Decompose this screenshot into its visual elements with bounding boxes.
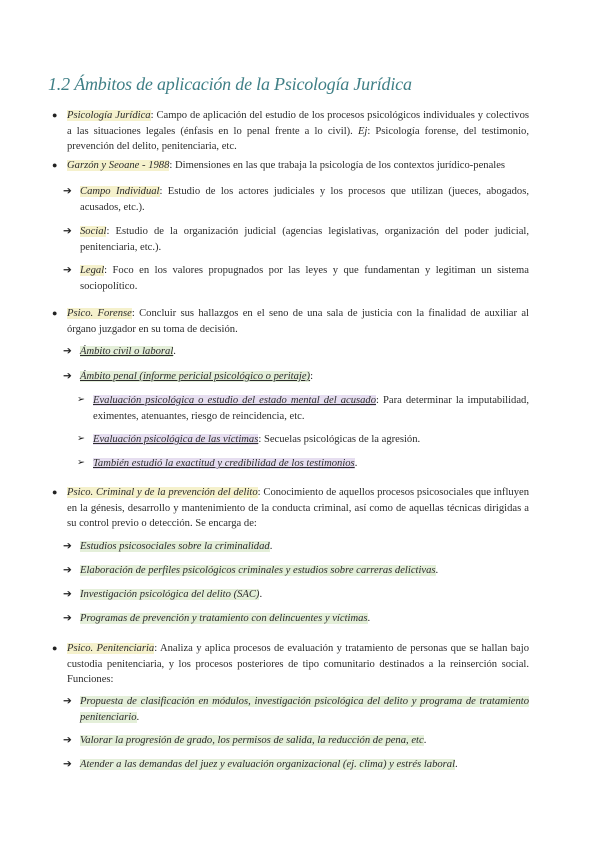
triangle-arrow-icon: ➢ — [77, 395, 85, 405]
arrow-right-icon: ➔ — [63, 589, 72, 600]
subsub-item-testimonios: ➢ También estudió la exactitud y credibilidad de los testimonios. — [93, 456, 529, 472]
bullet-icon: ● — [52, 308, 58, 318]
sub-item-legal: ➔ Legal: Foco en los valores propugnados por las leyes y que fundamentan y legitiman un sistema sociopolítico. — [63, 265, 529, 292]
subsub-item-evaluacion-victimas: ➢ Evaluación psicológica de las víctimas: Secuelas psicológicas de la agresión. — [93, 432, 529, 448]
bullet-psico-penitenciaria: ● Psico. Penitenciaria: Analiza y aplica procesos de evaluación y tratamiento de personas que se hallan bajo custodia penitenciaria, y los procesos posteriores de tipo comunitario destinados a la reinserción social. Funciones: — [52, 643, 529, 686]
arrow-right-icon: ➔ — [63, 735, 72, 746]
bullet-icon: ● — [52, 643, 58, 653]
bullet-icon: ● — [52, 110, 58, 120]
sub-item-ambito-civil: ➔ Ámbito civil o laboral. — [80, 344, 529, 360]
arrow-right-icon: ➔ — [63, 541, 72, 552]
arrow-right-icon: ➔ — [63, 371, 72, 382]
arrow-right-icon: ➔ — [63, 186, 72, 197]
bullet-garzon-seoane: ● Garzón y Seoane - 1988: Dimensiones en las que trabaja la psicología de los contextos jurídico-penales — [67, 158, 529, 174]
bullet-psicologia-juridica: ● Psicología Jurídica: Campo de aplicación del estudio de los procesos psicológicos individuales y colectivos a las situaciones legales (énfasis en lo penal frente a lo civil). Ej: Psicología forense, del testimonio, prevención del delito, penitenciaria, etc. — [52, 110, 530, 153]
bullet-psico-criminal: ● Psico. Criminal y de la prevención del delito: Conocimiento de aquellos procesos psicosociales que influyen en la génesis, desarrollo y mantenimiento de la conducta criminal, así como de aquellas técnicas dirigidas a su control previo o detección. Se encarga de: — [52, 487, 529, 530]
sub-item-valorar-progresion: ➔ Valorar la progresión de grado, los permisos de salida, la reducción de pena, etc. — [80, 733, 529, 749]
sub-item-social: ➔ Social: Estudio de la organización judicial (agencias legislativas, organización del poder judicial, penitenciaria, etc.). — [63, 226, 529, 253]
bullet-psico-forense: ● Psico. Forense: Concluir sus hallazgos en el seno de una sala de justicia con la finalidad de auxiliar al órgano juzgador en su toma de decisión. — [52, 308, 530, 335]
sub-item-ambito-penal: ➔ Ámbito penal (informe pericial psicológico o peritaje): — [80, 369, 529, 385]
sub-item-atender-demandas: ➔ Atender a las demandas del juez y evaluación organizacional (ej. clima) y estrés laboral. — [80, 757, 529, 773]
arrow-right-icon: ➔ — [63, 265, 72, 276]
triangle-arrow-icon: ➢ — [77, 458, 85, 468]
bullet-icon: ● — [52, 160, 58, 170]
sub-item-investigacion-sac: ➔ Investigación psicológica del delito (SAC). — [80, 587, 529, 603]
sub-item-programas-prevencion: ➔ Programas de prevención y tratamiento con delincuentes y víctimas. — [80, 611, 529, 627]
sub-item-estudios-psicosociales: ➔ Estudios psicosociales sobre la criminalidad. — [80, 539, 529, 555]
arrow-right-icon: ➔ — [63, 696, 72, 707]
arrow-right-icon: ➔ — [63, 346, 72, 357]
sub-item-campo-individual: ➔ Campo Individual: Estudio de los actores judiciales y los procesos que utilizan (jueces, abogados, acusados, etc.). — [63, 186, 529, 213]
sub-item-propuesta-clasificacion: ➔ Propuesta de clasificación en módulos, investigación psicológica del delito y programa de tratamiento penitenciario. — [63, 696, 529, 723]
sub-item-perfiles: ➔ Elaboración de perfiles psicológicos criminales y estudios sobre carreras delictivas. — [80, 563, 529, 579]
arrow-right-icon: ➔ — [63, 565, 72, 576]
section-heading: 1.2 Ámbitos de aplicación de la Psicología Jurídica — [48, 74, 412, 94]
bullet-icon: ● — [52, 487, 58, 497]
arrow-right-icon: ➔ — [63, 613, 72, 624]
arrow-right-icon: ➔ — [63, 759, 72, 770]
term: Psicología Jurídica — [67, 110, 151, 121]
triangle-arrow-icon: ➢ — [77, 434, 85, 444]
arrow-right-icon: ➔ — [63, 226, 72, 237]
subsub-item-evaluacion-acusado: ➢ Evaluación psicológica o estudio del estado mental del acusado: Para determinar la imputabilidad, eximentes, atenuantes, riesgo de reincidencia, etc. — [77, 395, 529, 422]
